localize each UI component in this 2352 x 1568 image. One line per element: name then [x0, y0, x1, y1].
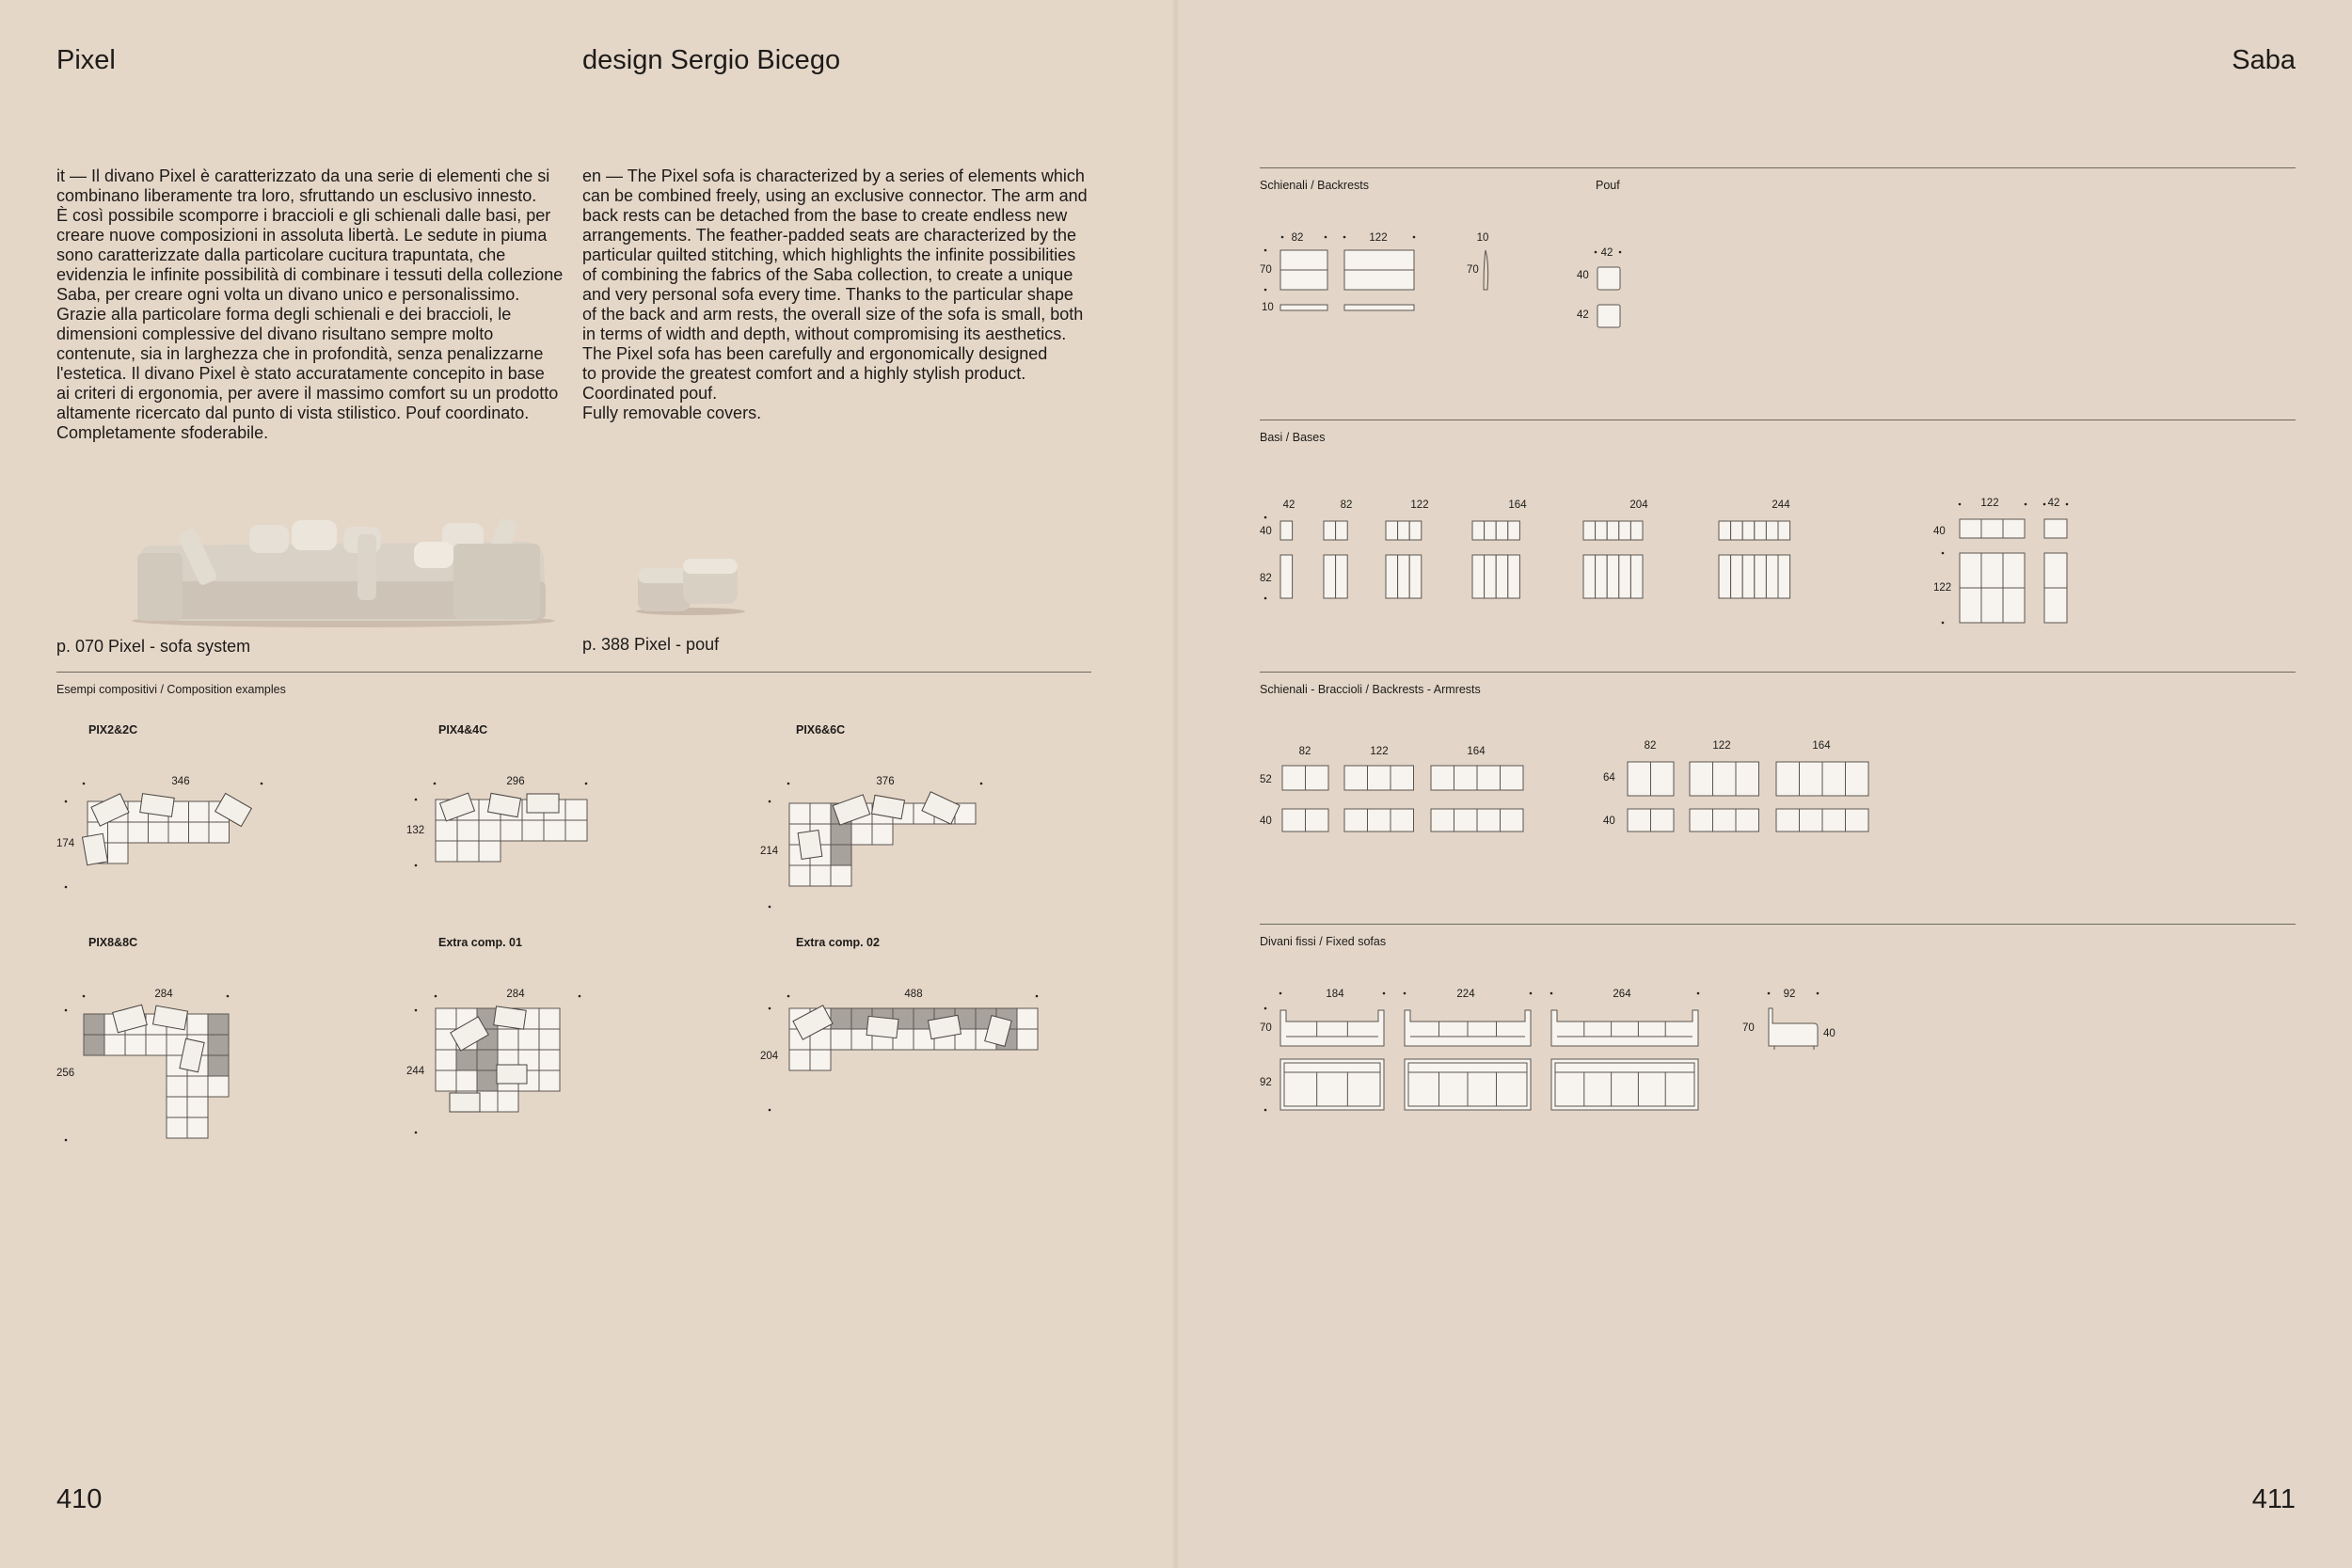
svg-text:122: 122 [1369, 232, 1388, 244]
module-cell [208, 1035, 229, 1055]
backrest-module [1846, 809, 1869, 832]
module-cell [456, 1050, 477, 1070]
module-cell [1017, 1008, 1038, 1029]
module-cell [831, 1008, 851, 1029]
module-cell [544, 820, 565, 841]
module-cell [789, 803, 810, 824]
module-cell [479, 820, 501, 841]
compositions-title: Esempi compositivi / Composition examples [56, 683, 286, 696]
module-cell [209, 822, 230, 843]
page-number-left: 410 [56, 1484, 103, 1514]
svg-text:82: 82 [1260, 573, 1272, 584]
svg-text:40: 40 [1933, 526, 1946, 537]
dim-depth: 244 [406, 1066, 425, 1077]
composition-drawing-pix6 [760, 771, 995, 912]
dim-width: 284 [154, 989, 173, 1000]
composition-drawing-extra02 [760, 984, 1042, 1116]
svg-text:122: 122 [1980, 498, 1999, 509]
base-module [1619, 555, 1631, 598]
dim-depth: 132 [406, 825, 425, 836]
backrests-armrests-drawing-2 [1603, 736, 1885, 843]
svg-text:264: 264 [1613, 989, 1631, 1000]
backrest-module [1713, 762, 1737, 796]
pouf-photo [634, 557, 747, 615]
base-module [1778, 555, 1790, 598]
composition-name: Extra comp. 02 [796, 936, 880, 949]
base-module [1409, 555, 1422, 598]
dim-width: 284 [506, 989, 525, 1000]
base-module [1508, 521, 1520, 540]
svg-text:10: 10 [1476, 232, 1489, 244]
backrest-module [1477, 766, 1501, 790]
base-module [1583, 555, 1596, 598]
bases-deep-drawing [1933, 495, 2084, 626]
module-cell [831, 824, 851, 845]
backrest-module [1713, 809, 1737, 832]
module-cell [851, 824, 872, 845]
svg-text:164: 164 [1467, 746, 1486, 757]
svg-text:40: 40 [1577, 270, 1589, 281]
description-en: en — The Pixel sofa is characterized by a series of elements which can be combined freely, using an exclusive connector. The arm and back rests can be detached from the base to create endless new arrangements. The feather-padded seats are characterized by the particular quilted stitching, which highlights the infinite possibilities of combining the fabrics of the Saba collection, to create a unique and very personal sofa every time. Thanks to the particular shape of the back and arm rests, the overall size of the sofa is small, both in terms of width and depth, without compromising its aesthetics. The Pixel sofa has been carefully and ergonomically designed to provide the greatest comfort and a highly stylish product. Coordinated pouf. Fully removable covers. [582, 166, 1088, 422]
pouf-title: Pouf [1596, 179, 1620, 192]
base-module [1472, 521, 1485, 540]
backrest-module [1501, 766, 1524, 790]
backrest-module [1776, 762, 1800, 796]
module-cell [498, 1029, 518, 1050]
composition-name: PIX8&8C [88, 936, 138, 949]
module-cell [108, 843, 129, 863]
base-module [1981, 519, 2003, 538]
svg-text:122: 122 [1410, 499, 1429, 511]
dim-depth: 214 [760, 846, 779, 857]
module-cell [810, 865, 831, 886]
base-module [2044, 519, 2067, 538]
backrest-module [1628, 762, 1651, 796]
base-module [1485, 555, 1497, 598]
backrest-module [1651, 809, 1675, 832]
base-module [1596, 555, 1608, 598]
module-cell [477, 1050, 498, 1070]
base-module [1409, 521, 1422, 540]
base-module [1496, 521, 1508, 540]
fixed-sofas-title: Divani fissi / Fixed sofas [1260, 935, 1387, 948]
backrest-module [1800, 762, 1823, 796]
module-cell [539, 1029, 560, 1050]
svg-text:122: 122 [1933, 582, 1952, 594]
base-module [1336, 521, 1348, 540]
svg-text:164: 164 [1508, 499, 1527, 511]
module-cell [498, 1091, 518, 1112]
module-cell [436, 1050, 456, 1070]
composition-name: Extra comp. 01 [438, 936, 522, 949]
svg-text:82: 82 [1644, 740, 1657, 752]
svg-text:70: 70 [1742, 1022, 1755, 1034]
module-cell [189, 801, 210, 822]
base-module [1596, 521, 1608, 540]
base-module [1960, 519, 1981, 538]
fixed-sofa-front [1551, 1010, 1698, 1046]
svg-text:70: 70 [1260, 264, 1272, 276]
composition-drawing-extra01 [406, 984, 595, 1139]
svg-text:92: 92 [1783, 989, 1796, 1000]
composition-name: PIX4&4C [438, 723, 488, 736]
backrest-module [1391, 766, 1414, 790]
module-cell [436, 820, 457, 841]
module-cell [831, 845, 851, 865]
backrest-module [1344, 766, 1368, 790]
base-module [1280, 555, 1293, 598]
designer-credit: design Sergio Bicego [582, 45, 841, 75]
base-module [1731, 555, 1743, 598]
svg-text:122: 122 [1370, 746, 1389, 757]
module-cell [189, 822, 210, 843]
base-module [1386, 555, 1398, 598]
backrest-module [1846, 762, 1869, 796]
svg-text:82: 82 [1298, 746, 1311, 757]
svg-text:244: 244 [1772, 499, 1790, 511]
module-cell [187, 1117, 208, 1138]
backrest-module [1282, 766, 1306, 790]
base-module [1398, 521, 1410, 540]
module-cell [872, 824, 893, 845]
backrests-armrests-drawing-1 [1260, 739, 1542, 843]
module-cell [146, 1035, 167, 1055]
dim-width: 296 [506, 776, 525, 787]
svg-text:52: 52 [1260, 774, 1272, 785]
backrest-module [1368, 766, 1391, 790]
dim-depth: 204 [760, 1051, 779, 1062]
sofa-photo [132, 515, 555, 628]
divider-left [56, 672, 1091, 673]
divider-right-4 [1260, 924, 2296, 925]
composition-name: PIX2&2C [88, 723, 138, 736]
base-module [1719, 521, 1731, 540]
module-cell [436, 1008, 456, 1029]
backrest-module [1822, 762, 1846, 796]
module-cell [831, 1029, 851, 1050]
dim-depth: 174 [56, 838, 75, 849]
base-module [1324, 555, 1336, 598]
svg-text:42: 42 [1282, 499, 1295, 511]
backrest-module [1651, 762, 1675, 796]
module-cell [167, 1117, 187, 1138]
backrests-drawing [1260, 226, 1504, 320]
module-cell [128, 822, 149, 843]
svg-text:70: 70 [1467, 264, 1479, 276]
module-cell [501, 820, 522, 841]
base-module [1508, 555, 1520, 598]
svg-text:204: 204 [1629, 499, 1648, 511]
base-module [1630, 521, 1643, 540]
dim-width: 488 [904, 989, 923, 1000]
backrest-module [1344, 809, 1368, 832]
module-cell [565, 820, 587, 841]
fixed-sofas-drawing [1260, 984, 1711, 1116]
module-cell [167, 1076, 187, 1097]
module-cell [539, 1050, 560, 1070]
backrest-module [1690, 809, 1713, 832]
backrest-module [1368, 809, 1391, 832]
module-cell [167, 1097, 187, 1117]
backrest-module [1477, 809, 1501, 832]
backrest-module [1431, 809, 1454, 832]
composition-name: PIX6&6C [796, 723, 846, 736]
module-cell [168, 822, 189, 843]
base-module [1398, 555, 1410, 598]
base-module [1766, 555, 1778, 598]
divider-right-3 [1260, 672, 2296, 673]
svg-text:82: 82 [1291, 232, 1304, 244]
base-module [1496, 555, 1508, 598]
module-cell [539, 1070, 560, 1091]
dim-width: 376 [876, 776, 895, 787]
backrest-module [1800, 809, 1823, 832]
svg-text:70: 70 [1260, 1022, 1272, 1034]
svg-text:10: 10 [1262, 302, 1274, 313]
module-cell [565, 800, 587, 820]
base-module [1607, 521, 1619, 540]
backrest-module [1736, 762, 1759, 796]
svg-text:40: 40 [1823, 1028, 1836, 1039]
dim-width: 346 [171, 776, 190, 787]
module-cell [518, 1029, 539, 1050]
module-cell [477, 1070, 498, 1091]
svg-text:40: 40 [1260, 526, 1272, 537]
page-gutter [1172, 0, 1180, 1568]
divider-right-1 [1260, 167, 2296, 168]
module-cell [84, 1035, 104, 1055]
backrest-module [1822, 809, 1846, 832]
backrest-module [1282, 809, 1306, 832]
pouf-element-drawing [1571, 243, 1656, 337]
backrest-module [1391, 809, 1414, 832]
module-cell [208, 1014, 229, 1035]
bases-drawing [1260, 497, 1881, 628]
module-cell [84, 1014, 104, 1035]
base-module [1742, 521, 1755, 540]
product-title: Pixel [56, 45, 116, 75]
module-cell [1017, 1029, 1038, 1050]
backrest-module [1690, 762, 1713, 796]
svg-text:64: 64 [1603, 772, 1615, 784]
description-it: it — Il divano Pixel è caratterizzato da una serie di elementi che si combinano liberamente tra loro, sfruttando un esclusivo innesto. È così possibile scomporre i braccioli e gli schienali dalle basi, per creare nuove composizioni in assoluta libertà. Le sedute in piuma sono caratterizzate dalla particolare cucitura trapuntata, che evidenzia le infinite possibilità di combinare i tessuti della collezione Saba, per creare ogni volta un divano unico e personalissimo. Grazie alla particolare forma degli schienali e dei braccioli, le dimensioni complessive del divano risultano sempre molto contenute, sia in larghezza che in profondità, senza penalizzarne l'estetica. Il divano Pixel è stato accuratamente concepito in base ai criteri di ergonomia, per avere il massimo comfort su un prodotto altamente ricercato dal punto di vista stilistico. Pouf coordinato. Completamente sfoderabile. [56, 166, 564, 442]
svg-text:184: 184 [1326, 989, 1344, 1000]
composition-drawing-pix2 [56, 771, 273, 894]
fixed-chair-drawing [1740, 984, 1844, 1059]
base-module [1731, 521, 1743, 540]
module-cell [457, 841, 479, 862]
svg-text:40: 40 [1603, 816, 1615, 827]
base-module [1583, 521, 1596, 540]
product-caption-sofa: p. 070 Pixel - sofa system [56, 637, 251, 656]
base-module [1485, 521, 1497, 540]
module-cell [810, 1050, 831, 1070]
base-module [1336, 555, 1348, 598]
base-module [1742, 555, 1755, 598]
dim-depth: 256 [56, 1068, 75, 1079]
module-cell [104, 1035, 125, 1055]
module-cell [789, 865, 810, 886]
composition-drawing-pix8 [56, 984, 245, 1148]
base-module [1607, 555, 1619, 598]
page-number-right: 411 [2251, 1484, 2296, 1514]
module-cell [522, 820, 544, 841]
base-module [1619, 521, 1631, 540]
svg-text:92: 92 [1260, 1077, 1272, 1088]
backrest-module [1628, 809, 1651, 832]
svg-text:122: 122 [1712, 740, 1731, 752]
base-module [1324, 521, 1336, 540]
svg-text:42: 42 [1577, 309, 1589, 321]
module-cell [187, 1097, 208, 1117]
module-cell [479, 841, 501, 862]
svg-text:42: 42 [2047, 498, 2060, 509]
brand-name: Saba [2232, 45, 2296, 75]
svg-text:224: 224 [1456, 989, 1475, 1000]
svg-text:164: 164 [1812, 740, 1831, 752]
backrest-module [1454, 766, 1478, 790]
svg-text:82: 82 [1340, 499, 1353, 511]
module-cell [187, 1014, 208, 1035]
module-cell [208, 1055, 229, 1076]
module-cell [208, 1076, 229, 1097]
backrest-module [1431, 766, 1454, 790]
module-cell [187, 1076, 208, 1097]
base-module [1719, 555, 1731, 598]
module-cell [436, 841, 457, 862]
svg-text:42: 42 [1600, 247, 1613, 259]
backrest-module [1306, 766, 1329, 790]
module-cell [831, 865, 851, 886]
base-module [1386, 521, 1398, 540]
backrests-title: Schienali / Backrests [1260, 179, 1370, 192]
module-cell [108, 822, 129, 843]
module-cell [149, 822, 169, 843]
base-module [1755, 521, 1767, 540]
product-caption-pouf: p. 388 Pixel - pouf [582, 635, 720, 654]
base-module [1630, 555, 1643, 598]
base-module [2003, 519, 2025, 538]
base-module [1472, 555, 1485, 598]
module-cell [457, 820, 479, 841]
backrest-module [1776, 809, 1800, 832]
base-module [1766, 521, 1778, 540]
base-module [1778, 521, 1790, 540]
base-module [1280, 521, 1293, 540]
module-cell [456, 1070, 477, 1091]
backrest-module [1306, 809, 1329, 832]
composition-drawing-pix4 [406, 771, 595, 875]
module-cell [436, 1070, 456, 1091]
module-cell [539, 1008, 560, 1029]
backrest-module [1736, 809, 1759, 832]
fixed-sofa-front [1280, 1010, 1384, 1046]
base-module [1755, 555, 1767, 598]
module-cell [125, 1035, 146, 1055]
module-cell [810, 803, 831, 824]
bases-title: Basi / Bases [1260, 431, 1326, 444]
backrest-module [1501, 809, 1524, 832]
backrests-armrests-title: Schienali - Braccioli / Backrests - Armrests [1260, 683, 1481, 696]
svg-text:40: 40 [1260, 816, 1272, 827]
module-cell [789, 1050, 810, 1070]
backrest-module [1454, 809, 1478, 832]
